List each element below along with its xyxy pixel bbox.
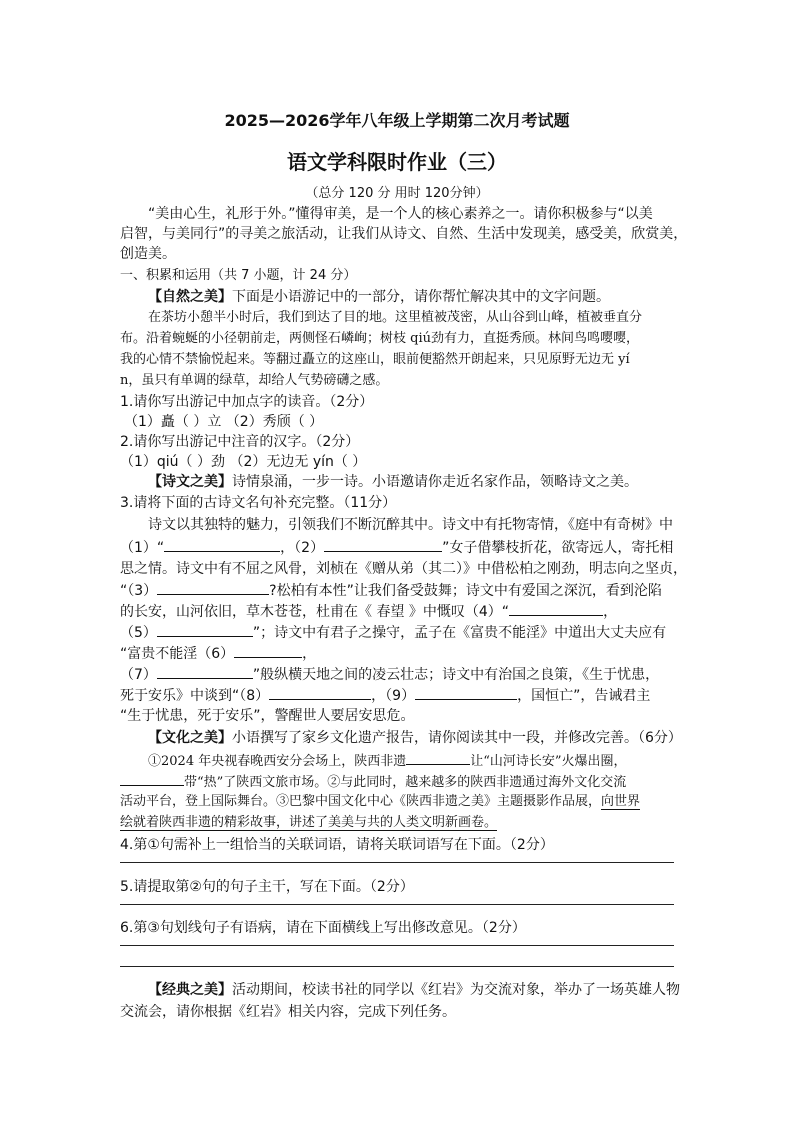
blank-8[interactable]	[269, 685, 371, 700]
intro-line-1: “美由心生，礼形于外。”懂得审美，是一个人的核心素养之一。请你积极参与“以美	[148, 206, 653, 222]
blank-1[interactable]	[164, 537, 280, 552]
blank-culture-1[interactable]	[406, 750, 470, 765]
culture-underlined-2: 绘就着陕西非遗的精彩故事，讲述了美美与共的人类文明新画卷。	[120, 815, 498, 830]
question-6: 6.第③句划线句子有语病，请在下面横线上写出修改意见。（2分）	[120, 920, 526, 936]
blank-5[interactable]	[157, 622, 253, 637]
blank-2[interactable]	[324, 537, 442, 552]
intro-line-2: 启智，与美同行”的寻美之旅活动，让我们从诗文、自然、生活中发现美，感受美，欣赏美，	[120, 226, 688, 242]
question-1: 1.请你写出游记中加点字的读音。（2分）	[120, 394, 374, 410]
culture-passage-2: 带“热”了陕西文旅市场。②与此同时，越来越多的陕西非遗通过海外文化交流	[120, 771, 626, 793]
poetry-line-1: 诗文以其独特的魅力，引领我们不断沉醉其中。诗文中有托物寄情，《庭中有奇树》中	[148, 517, 673, 533]
nature-intro	[148, 287, 610, 307]
poetry-line-8: （7） ”般纵横天地之间的凌云壮志；诗文中有治国之良策，《生于忧患，	[120, 664, 659, 685]
question-2: 2.请你写出游记中注音的汉字。（2分）	[120, 434, 360, 450]
question-3: 3.请将下面的古诗文名句补充完整。（11分）	[120, 495, 397, 511]
poetry-line-4: “（3） ?松柏有本性”让我们备受鼓舞；诗文中有爱国之深沉，看到沦陷	[120, 580, 662, 601]
nature-tag: 【自然之美】	[148, 289, 232, 305]
poetry-line-9: 死于安乐》中谈到“（8） ，（9） ，国恒亡”，告诫君主	[120, 685, 650, 706]
nature-passage-3: 我的心情不禁愉悦起来。等翻过矗立的这座山，眼前便豁然开朗起来，只见原野无边无 yí	[120, 352, 630, 367]
culture-passage-3: 活动平台，登上国际舞台。③巴黎中国文化中心《陕西非遗之美》主题摄影作品展，向世界	[120, 794, 641, 809]
answer-line-4[interactable]	[120, 862, 674, 863]
answer-line-6a[interactable]	[120, 945, 674, 946]
classic-line-2: 交流会，请你根据《红岩》相关内容，完成下列任务。	[120, 1004, 456, 1020]
blank-7[interactable]	[157, 664, 253, 679]
question-4: 4.第①句需补上一组恰当的关联词语，请将关联词语写在下面。（2分）	[120, 837, 554, 853]
poetry-line-7: “富贵不能淫（6） ，	[120, 643, 316, 664]
exam-meta: （总分 120 分 用时 120分钟）	[305, 186, 489, 201]
section-1-title: 一、积累和运用（共 7 小题，计 24 分）	[120, 268, 357, 283]
culture-passage-4	[120, 813, 497, 833]
question-2-items: （1）qiú（ ）劲 （2）无边无 yín（ ）	[120, 454, 367, 470]
blank-3[interactable]	[157, 580, 269, 595]
blank-9[interactable]	[415, 685, 517, 700]
poetry-line-10: “生于忧患，死于安乐”，警醒世人要居安思危。	[120, 708, 415, 724]
exam-title: 2025—2026学年八年级上学期第二次月考试题	[224, 111, 570, 130]
question-5: 5.请提取第②句的句子主干，写在下面。（2分）	[120, 879, 414, 895]
blank-6[interactable]	[234, 643, 302, 658]
poetry-lead: 诗情泉涌，一步一诗。小语邀请你走近名家作品，领略诗文之美。	[232, 474, 638, 490]
blank-4[interactable]	[509, 601, 603, 616]
poetry-line-2: （1）“ ，（2） ”女子借攀枝折花，欲寄远人，寄托相	[120, 537, 673, 558]
poetry-tag: 【诗文之美】	[148, 474, 232, 490]
culture-tag: 【文化之美】	[148, 730, 232, 746]
intro-line-3: 创造美。	[120, 246, 176, 262]
classic-intro: 【经典之美】活动期间，校读书社的同学以《红岩》为交流对象，举办了一场英雄人物	[148, 982, 680, 998]
culture-passage-1: ①2024 年央视春晚西安分会场上，陕西非遗 让“山河诗长安”火爆出圈，	[148, 750, 627, 772]
blank-culture-2[interactable]	[120, 771, 184, 786]
nature-lead: 下面是小语游记中的一部分，请你帮忙解决其中的文字问题。	[232, 289, 610, 305]
poetry-intro	[148, 472, 638, 492]
culture-intro	[148, 728, 682, 748]
answer-line-6b[interactable]	[120, 966, 674, 967]
poetry-line-6: （5） ”；诗文中有君子之操守，孟子在《富贵不能淫》中道出大丈夫应有	[120, 622, 666, 643]
poetry-line-3: 思之情。诗文中有不屈之风骨，刘桢在《赠从弟（其二）》中借松柏之刚劲，明志向之坚贞，	[120, 561, 687, 577]
question-1-items: （1）矗（ ）立 （2）秀颀（ ）	[124, 414, 324, 430]
culture-underlined-1: 向世界	[601, 794, 641, 809]
nature-passage-4: n，虽只有单调的绿草，却给人气势磅礴之感。	[120, 373, 389, 388]
answer-line-5[interactable]	[120, 904, 674, 905]
culture-lead: 小语撰写了家乡文化遗产报告，请你阅读其中一段，并修改完善。（6分）	[232, 730, 682, 746]
nature-passage-2: 布。沿着蜿蜒的小径朝前走，两侧怪石嶙峋；树枝 qiú劲有力，直挺秀颀。林间鸟鸣嘤嘤，	[120, 331, 639, 346]
nature-passage-1: 在茶坊小憩半小时后，我们到达了目的地。这里植被茂密，从山谷到山峰，植被垂直分	[148, 310, 643, 325]
classic-tag: 【经典之美】	[148, 982, 232, 998]
poetry-line-5: 的长安，山河依旧，草木苍苍，杜甫在《 春望 》中慨叹（4）“ ，	[120, 601, 617, 622]
exam-subtitle: 语文学科限时作业（三）	[287, 150, 507, 174]
